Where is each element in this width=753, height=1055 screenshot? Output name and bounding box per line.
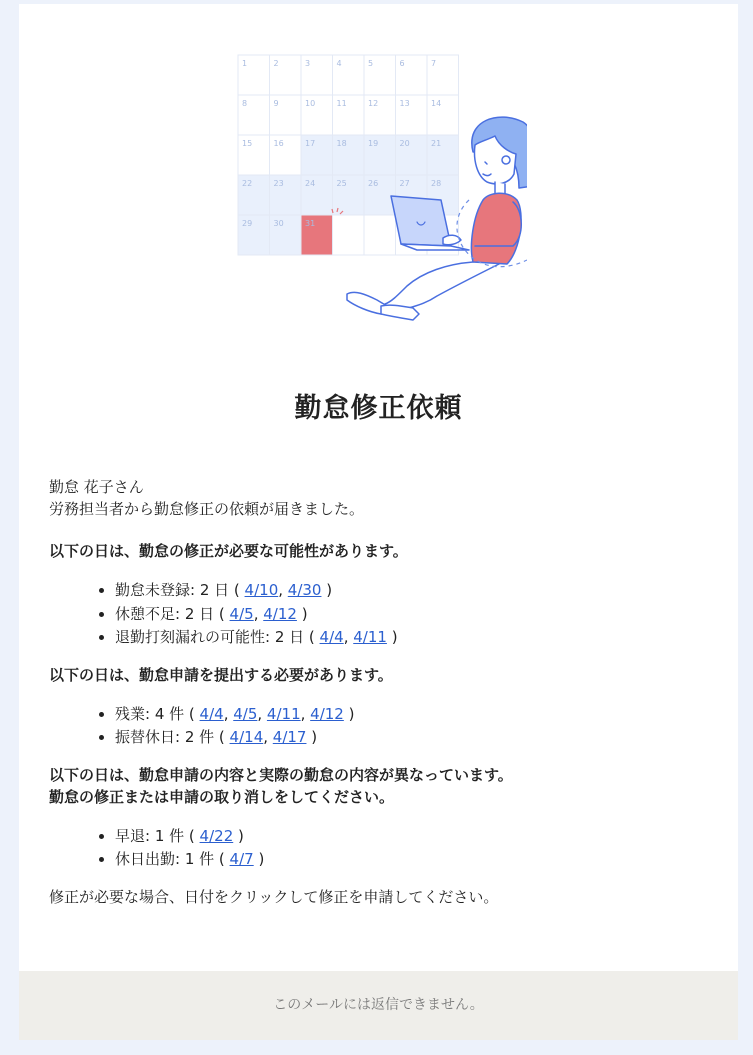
calendar-day-number: 22 — [242, 179, 253, 188]
calendar-day-number: 14 — [431, 99, 442, 108]
item-close: ) — [391, 628, 398, 646]
section3-heading-line2: 勤怠の修正または申請の取り消しをしてください。 — [49, 787, 395, 806]
page-title: 勤怠修正依頼 — [294, 393, 463, 424]
list-item: • 退勤打刻漏れの可能性: 2 日 ( 4/4, 4/11 ) — [115, 626, 709, 650]
footer — [19, 971, 738, 1040]
date-link[interactable]: 4/7 — [229, 850, 254, 868]
date-link[interactable]: 4/30 — [287, 581, 322, 599]
date-link[interactable]: 4/10 — [244, 581, 279, 599]
date-link[interactable]: 4/12 — [310, 704, 344, 723]
item-label: 振替休日: 2 件 ( — [115, 728, 225, 746]
date-link[interactable]: 4/4 — [199, 704, 224, 723]
calendar-person-laptop-icon — [237, 50, 527, 326]
list-item: • 休憩不足: 2 日 ( 4/5, 4/12 ) — [115, 603, 709, 627]
section2-list — [49, 703, 709, 750]
calendar-day-number: 15 — [242, 139, 253, 148]
section3-list — [49, 825, 709, 872]
item-close: ) — [238, 826, 244, 845]
calendar-day-number: 25 — [336, 179, 347, 188]
calendar-day-number: 19 — [368, 139, 379, 148]
calendar-day-number: 4 — [336, 59, 342, 68]
section1-heading: 以下の日は、勤怠の修正が必要な可能性があります。 — [49, 542, 408, 560]
calendar-empty-cell — [333, 215, 365, 255]
calendar-day-number: 9 — [273, 99, 279, 108]
list-item — [115, 848, 709, 872]
calendar-empty-cell — [364, 215, 396, 255]
section1-list — [49, 579, 709, 650]
item-close: ) — [326, 581, 333, 599]
calendar-day-number: 20 — [399, 139, 410, 148]
item-label: 休憩不足: 2 日 ( — [115, 604, 225, 623]
calendar-day-number: 7 — [431, 59, 437, 68]
calendar-day-number: 29 — [242, 219, 253, 228]
calendar-day-number: 18 — [336, 139, 347, 148]
recipient-name: 勤怠 花子さん — [49, 478, 144, 496]
calendar-day-number: 2 — [273, 59, 279, 68]
email-body — [49, 476, 709, 908]
item-label: 勤怠未登録: 2 日 ( — [115, 581, 240, 599]
greeting-message: 労務担当者から勤怠修正の依頼が届きました。 — [49, 500, 365, 518]
item-label: 残業: 4 件 ( — [115, 704, 195, 723]
calendar-day-number: 23 — [273, 179, 284, 188]
item-label: 休日出勤: 1 件 ( — [115, 850, 225, 868]
date-link[interactable]: 4/11 — [266, 704, 301, 723]
date-link[interactable]: 4/22 — [199, 826, 234, 845]
calendar-day-number: 11 — [336, 99, 347, 108]
calendar-day-number: 28 — [431, 179, 442, 188]
date-link[interactable]: 4/5 — [233, 704, 258, 723]
list-item: • 勤怠未登録: 2 日 ( 4/10, 4/30 ) — [115, 579, 709, 603]
list-item — [115, 825, 709, 849]
calendar-day-number: 31 — [305, 219, 316, 228]
date-link[interactable]: 4/11 — [353, 628, 387, 646]
calendar-day-number: 26 — [368, 179, 379, 188]
date-link[interactable]: 4/17 — [272, 728, 307, 746]
calendar-day-number: 27 — [399, 179, 410, 188]
list-item: • 振替休日: 2 件 ( 4/14, 4/17 ) — [115, 726, 709, 750]
calendar-day-number: 6 — [399, 59, 405, 68]
calendar-day-number: 13 — [399, 99, 410, 108]
date-link[interactable]: 4/4 — [319, 628, 344, 646]
item-label: 退勤打刻漏れの可能性: 2 日 ( — [115, 628, 315, 646]
list-item: • 残業: 4 件 ( 4/4, 4/5, 4/11, 4/12 ) — [115, 703, 709, 727]
item-label: 早退: 1 件 ( — [115, 826, 195, 845]
calendar-day-number: 30 — [273, 219, 284, 228]
calendar-day-number: 21 — [431, 139, 442, 148]
calendar-day-number: 8 — [242, 99, 248, 108]
date-link[interactable]: 4/5 — [229, 604, 254, 623]
item-close: ) — [258, 850, 265, 868]
calendar-day-number: 16 — [273, 139, 284, 148]
calendar-day-number: 10 — [305, 99, 316, 108]
section2-heading: 以下の日は、勤怠申請を提出する必要があります。 — [49, 665, 393, 684]
item-close: ) — [348, 704, 355, 723]
item-close: ) — [301, 604, 308, 623]
date-link[interactable]: 4/14 — [229, 728, 264, 746]
email-card — [19, 4, 738, 1040]
calendar-day-number: 5 — [368, 59, 374, 68]
calendar-day-number: 3 — [305, 59, 311, 68]
item-close: ) — [311, 728, 318, 746]
calendar-day-number: 12 — [368, 99, 379, 108]
section3-heading-line1: 以下の日は、勤怠申請の内容と実際の勤怠の内容が異なっています。 — [49, 765, 513, 784]
date-link[interactable]: 4/12 — [263, 604, 297, 623]
calendar-day-number: 1 — [242, 59, 248, 68]
footer-note: このメールには返信できません。 — [273, 997, 484, 1013]
closing-message: 修正が必要な場合、日付をクリックして修正を申請してください。 — [49, 887, 499, 906]
calendar-day-number: 24 — [305, 179, 316, 188]
calendar-day-number: 17 — [305, 139, 316, 148]
